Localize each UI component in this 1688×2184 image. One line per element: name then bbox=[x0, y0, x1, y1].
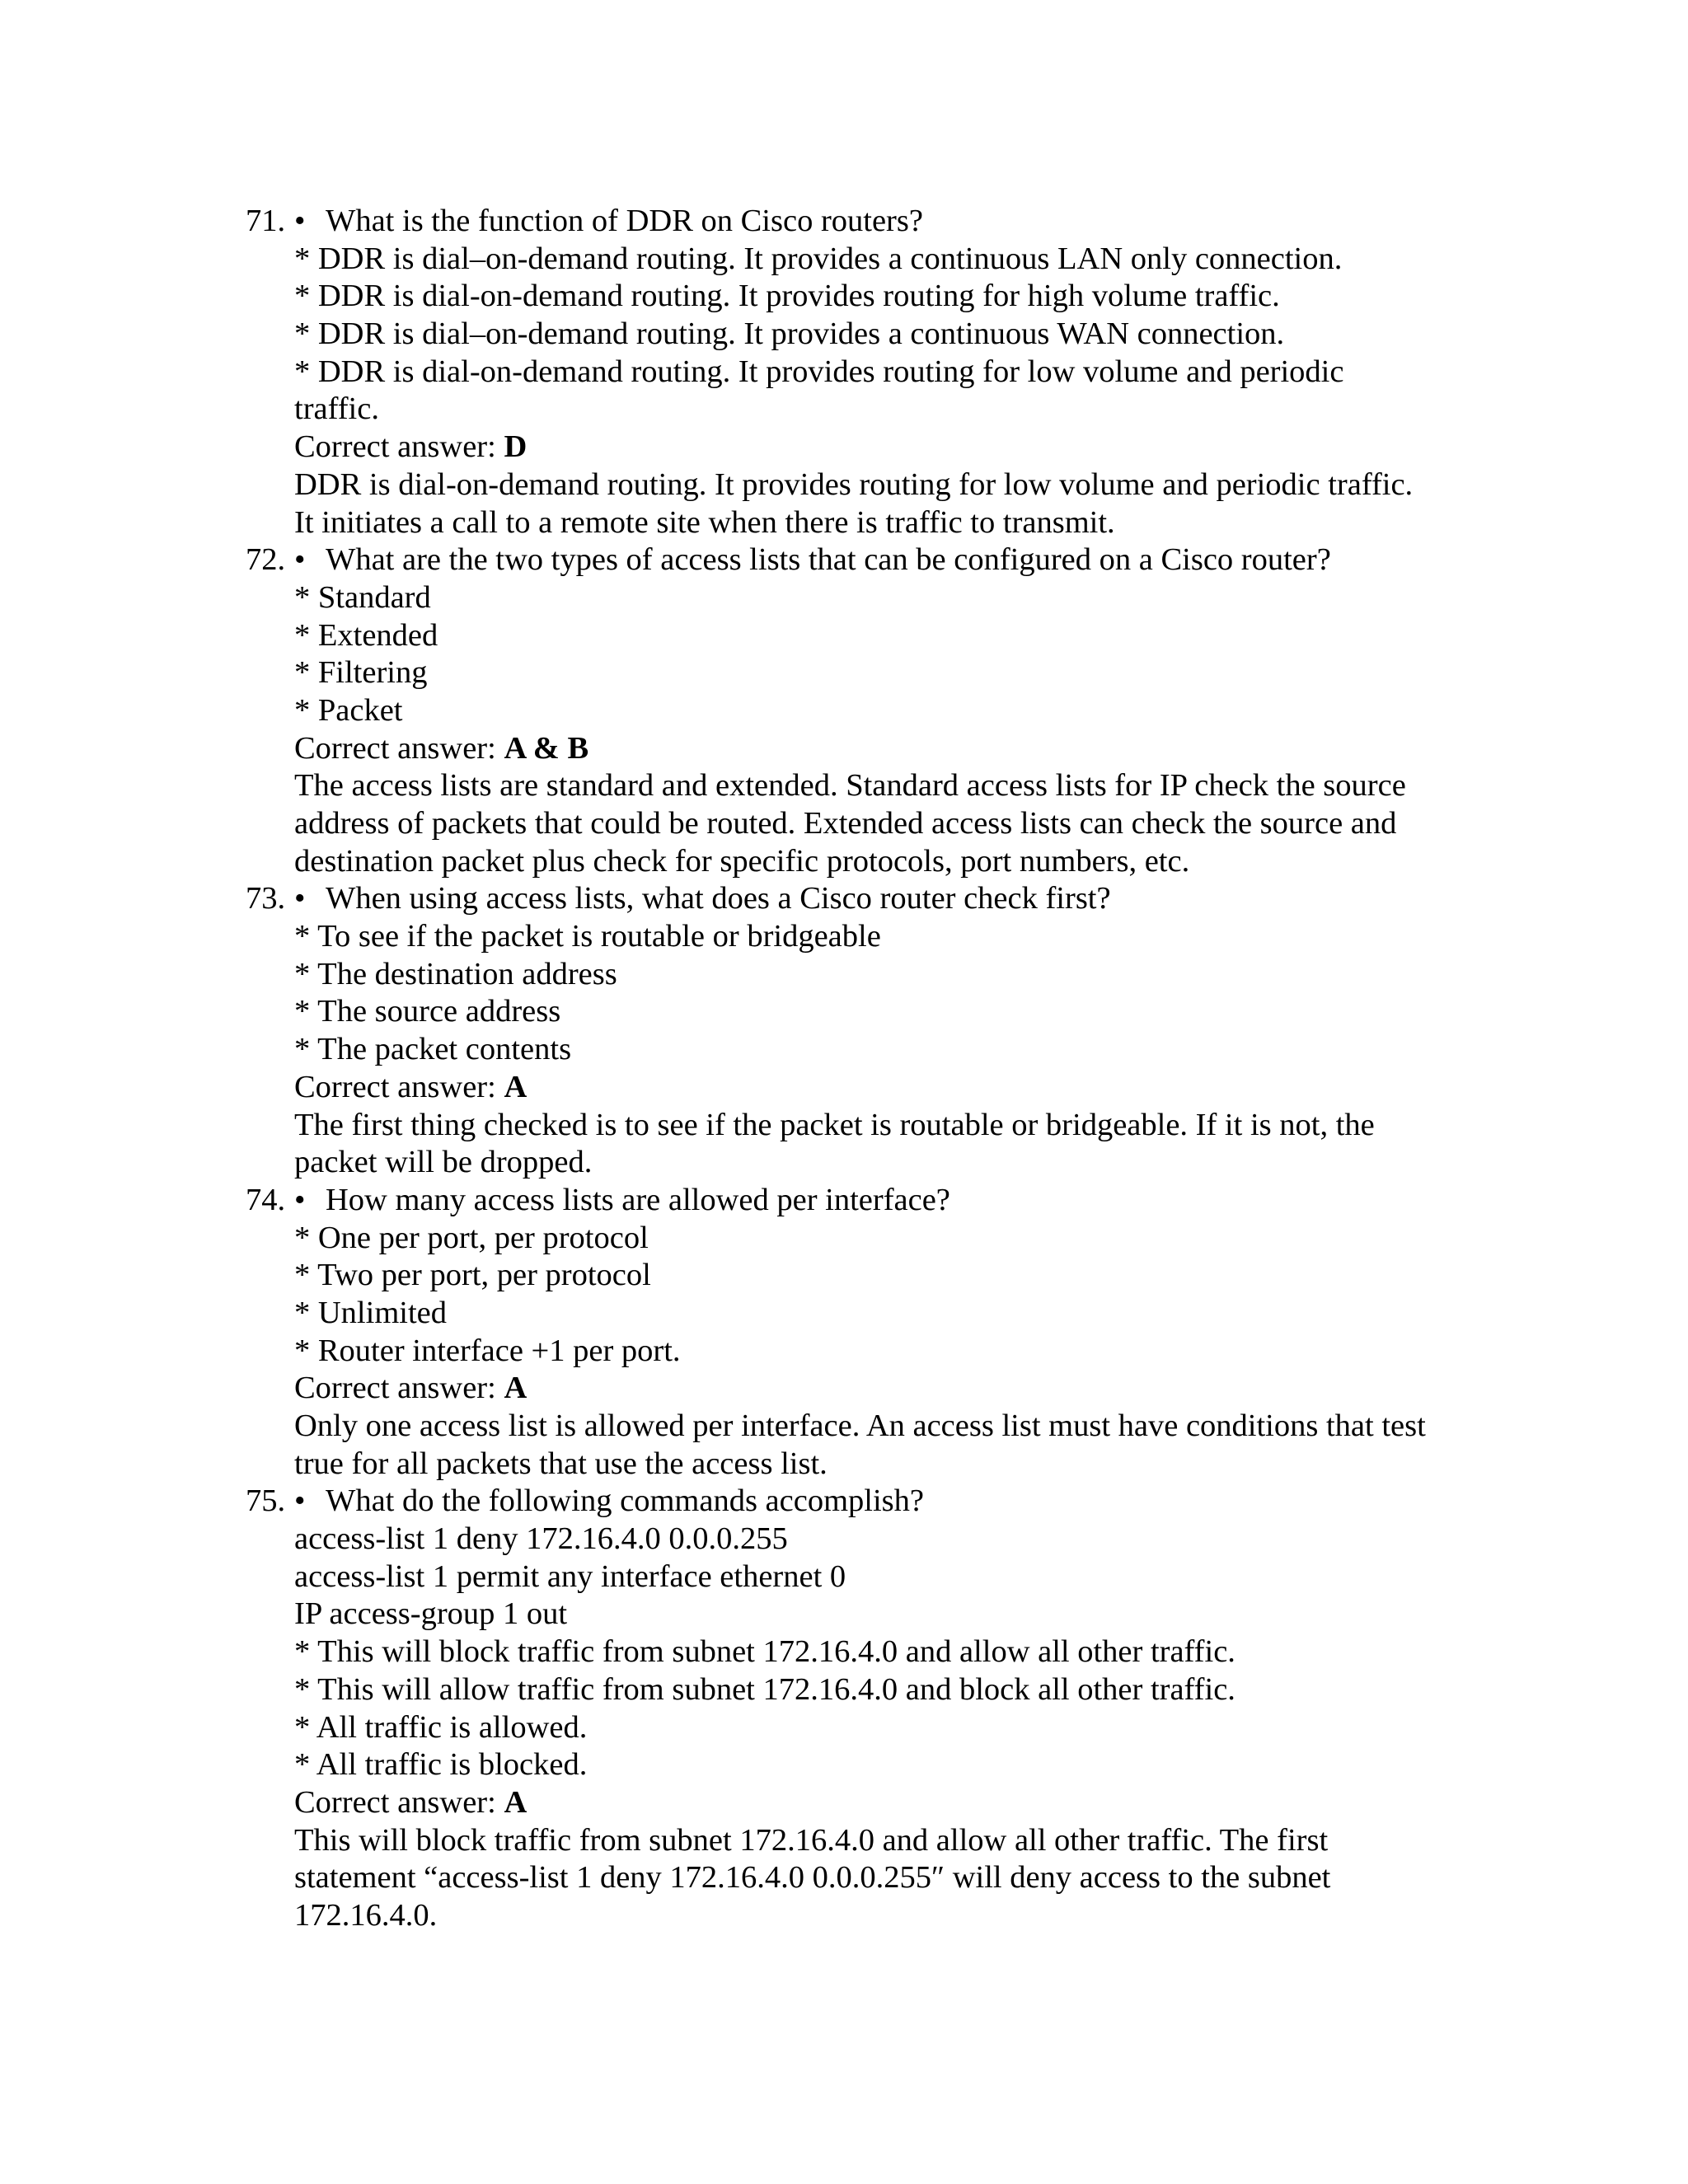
answer-option: * DDR is dial–on-demand routing. It provides a continuous WAN connection. bbox=[294, 316, 1285, 352]
explanation-line: The first thing checked is to see if the packet is routable or bridgeable. If it is not, the bbox=[294, 1107, 1375, 1142]
explanation-line: This will block traffic from subnet 172.16.4.0 and allow all other traffic. The first bbox=[294, 1822, 1329, 1858]
answer-option: * This will block traffic from subnet 172.16.4.0 and allow all other traffic. bbox=[294, 1634, 1236, 1670]
question-list bbox=[0, 203, 1688, 1935]
answer-option: * One per port, per protocol bbox=[294, 1220, 649, 1255]
correct-answer-line bbox=[0, 429, 1688, 466]
correct-answer-label: Correct answer: bbox=[294, 730, 504, 766]
question-number: 72. bbox=[246, 542, 286, 578]
question-line bbox=[0, 203, 1688, 241]
correct-answer-label: Correct answer: bbox=[294, 1371, 504, 1406]
question-line bbox=[0, 541, 1688, 579]
explanation-line: 172.16.4.0. bbox=[294, 1897, 438, 1933]
explanation-line: statement “access-list 1 deny 172.16.4.0 0.0.0.255″ will deny access to the subnet bbox=[294, 1860, 1331, 1896]
answer-option: * The packet contents bbox=[294, 1032, 572, 1067]
question-block bbox=[0, 541, 1688, 880]
answer-option: * Router interface +1 per port. bbox=[294, 1333, 681, 1368]
answer-option: * DDR is dial-on-demand routing. It provides routing for high volume traffic. bbox=[294, 279, 1280, 314]
answer-option: * The destination address bbox=[294, 956, 617, 991]
correct-answer-value: A & B bbox=[504, 730, 589, 766]
explanation-line: DDR is dial-on-demand routing. It provides routing for low volume and periodic traffic. bbox=[294, 466, 1414, 502]
question-number: 73. bbox=[246, 881, 286, 916]
explanation-line: The access lists are standard and extended. Standard access lists for IP check the source bbox=[294, 768, 1406, 804]
answer-option: * This will allow traffic from subnet 172.16.4.0 and block all other traffic. bbox=[294, 1671, 1236, 1707]
answer-option: traffic. bbox=[294, 391, 379, 427]
command-line: access-list 1 deny 172.16.4.0 0.0.0.255 bbox=[294, 1521, 788, 1557]
question-text: How many access lists are allowed per interface? bbox=[326, 1182, 950, 1217]
explanation-line: address of packets that could be routed. Extended access lists can check the source and bbox=[294, 806, 1397, 841]
bullet-icon: • bbox=[294, 881, 306, 916]
correct-answer-line bbox=[0, 730, 1688, 768]
question-number: 74. bbox=[246, 1182, 286, 1217]
bullet-icon: • bbox=[294, 1483, 306, 1519]
answer-option: * Two per port, per protocol bbox=[294, 1258, 651, 1293]
question-text: What are the two types of access lists that can be configured on a Cisco router? bbox=[326, 542, 1331, 578]
question-block bbox=[0, 1182, 1688, 1483]
explanation-line: packet will be dropped. bbox=[294, 1145, 593, 1180]
correct-answer-value: A bbox=[504, 1371, 528, 1406]
question-line bbox=[0, 1182, 1688, 1220]
explanation-line: It initiates a call to a remote site when there is traffic to transmit. bbox=[294, 504, 1115, 540]
answer-option: * All traffic is allowed. bbox=[294, 1709, 588, 1745]
question-block bbox=[0, 880, 1688, 1182]
answer-option: * Extended bbox=[294, 617, 438, 653]
correct-answer-value: D bbox=[504, 429, 528, 465]
bullet-icon: • bbox=[294, 1182, 306, 1217]
explanation-line: destination packet plus check for specific protocols, port numbers, etc. bbox=[294, 843, 1190, 879]
answer-option: * The source address bbox=[294, 994, 561, 1029]
question-line bbox=[0, 880, 1688, 918]
correct-answer-line bbox=[0, 1069, 1688, 1107]
explanation-line: Only one access list is allowed per interface. An access list must have conditions that test bbox=[294, 1408, 1426, 1443]
bullet-icon: • bbox=[294, 204, 306, 238]
question-line bbox=[0, 1483, 1688, 1521]
correct-answer-value: A bbox=[504, 1069, 528, 1104]
explanation-line: true for all packets that use the access list. bbox=[294, 1446, 828, 1481]
correct-answer-value: A bbox=[504, 1784, 528, 1820]
correct-answer-line bbox=[0, 1370, 1688, 1408]
question-text: When using access lists, what does a Cisco router check first? bbox=[326, 881, 1111, 916]
question-number: 75. bbox=[246, 1483, 286, 1519]
command-line: access-list 1 permit any interface ethernet 0 bbox=[294, 1558, 846, 1594]
answer-option: * Filtering bbox=[294, 655, 428, 691]
correct-answer-label: Correct answer: bbox=[294, 1069, 504, 1104]
document-page bbox=[0, 203, 1688, 1935]
answer-option: * All traffic is blocked. bbox=[294, 1747, 588, 1783]
question-text: What do the following commands accomplish? bbox=[326, 1483, 924, 1519]
correct-answer-label: Correct answer: bbox=[294, 429, 504, 465]
question-text: What is the function of DDR on Cisco routers? bbox=[326, 204, 923, 238]
command-line: IP access-group 1 out bbox=[294, 1596, 568, 1632]
answer-option: * Packet bbox=[294, 692, 403, 728]
question-number: 71. bbox=[246, 204, 286, 238]
question-block bbox=[0, 1483, 1688, 1934]
question-block bbox=[0, 203, 1688, 541]
correct-answer-label: Correct answer: bbox=[294, 1784, 504, 1820]
correct-answer-line bbox=[0, 1784, 1688, 1822]
answer-option: * Unlimited bbox=[294, 1295, 447, 1330]
answer-option: * DDR is dial-on-demand routing. It provides routing for low volume and periodic bbox=[294, 354, 1344, 389]
answer-option: * Standard bbox=[294, 579, 431, 615]
bullet-icon: • bbox=[294, 542, 306, 578]
answer-option: * DDR is dial–on-demand routing. It provides a continuous LAN only connection. bbox=[294, 241, 1343, 276]
answer-option: * To see if the packet is routable or bridgeable bbox=[294, 919, 881, 954]
